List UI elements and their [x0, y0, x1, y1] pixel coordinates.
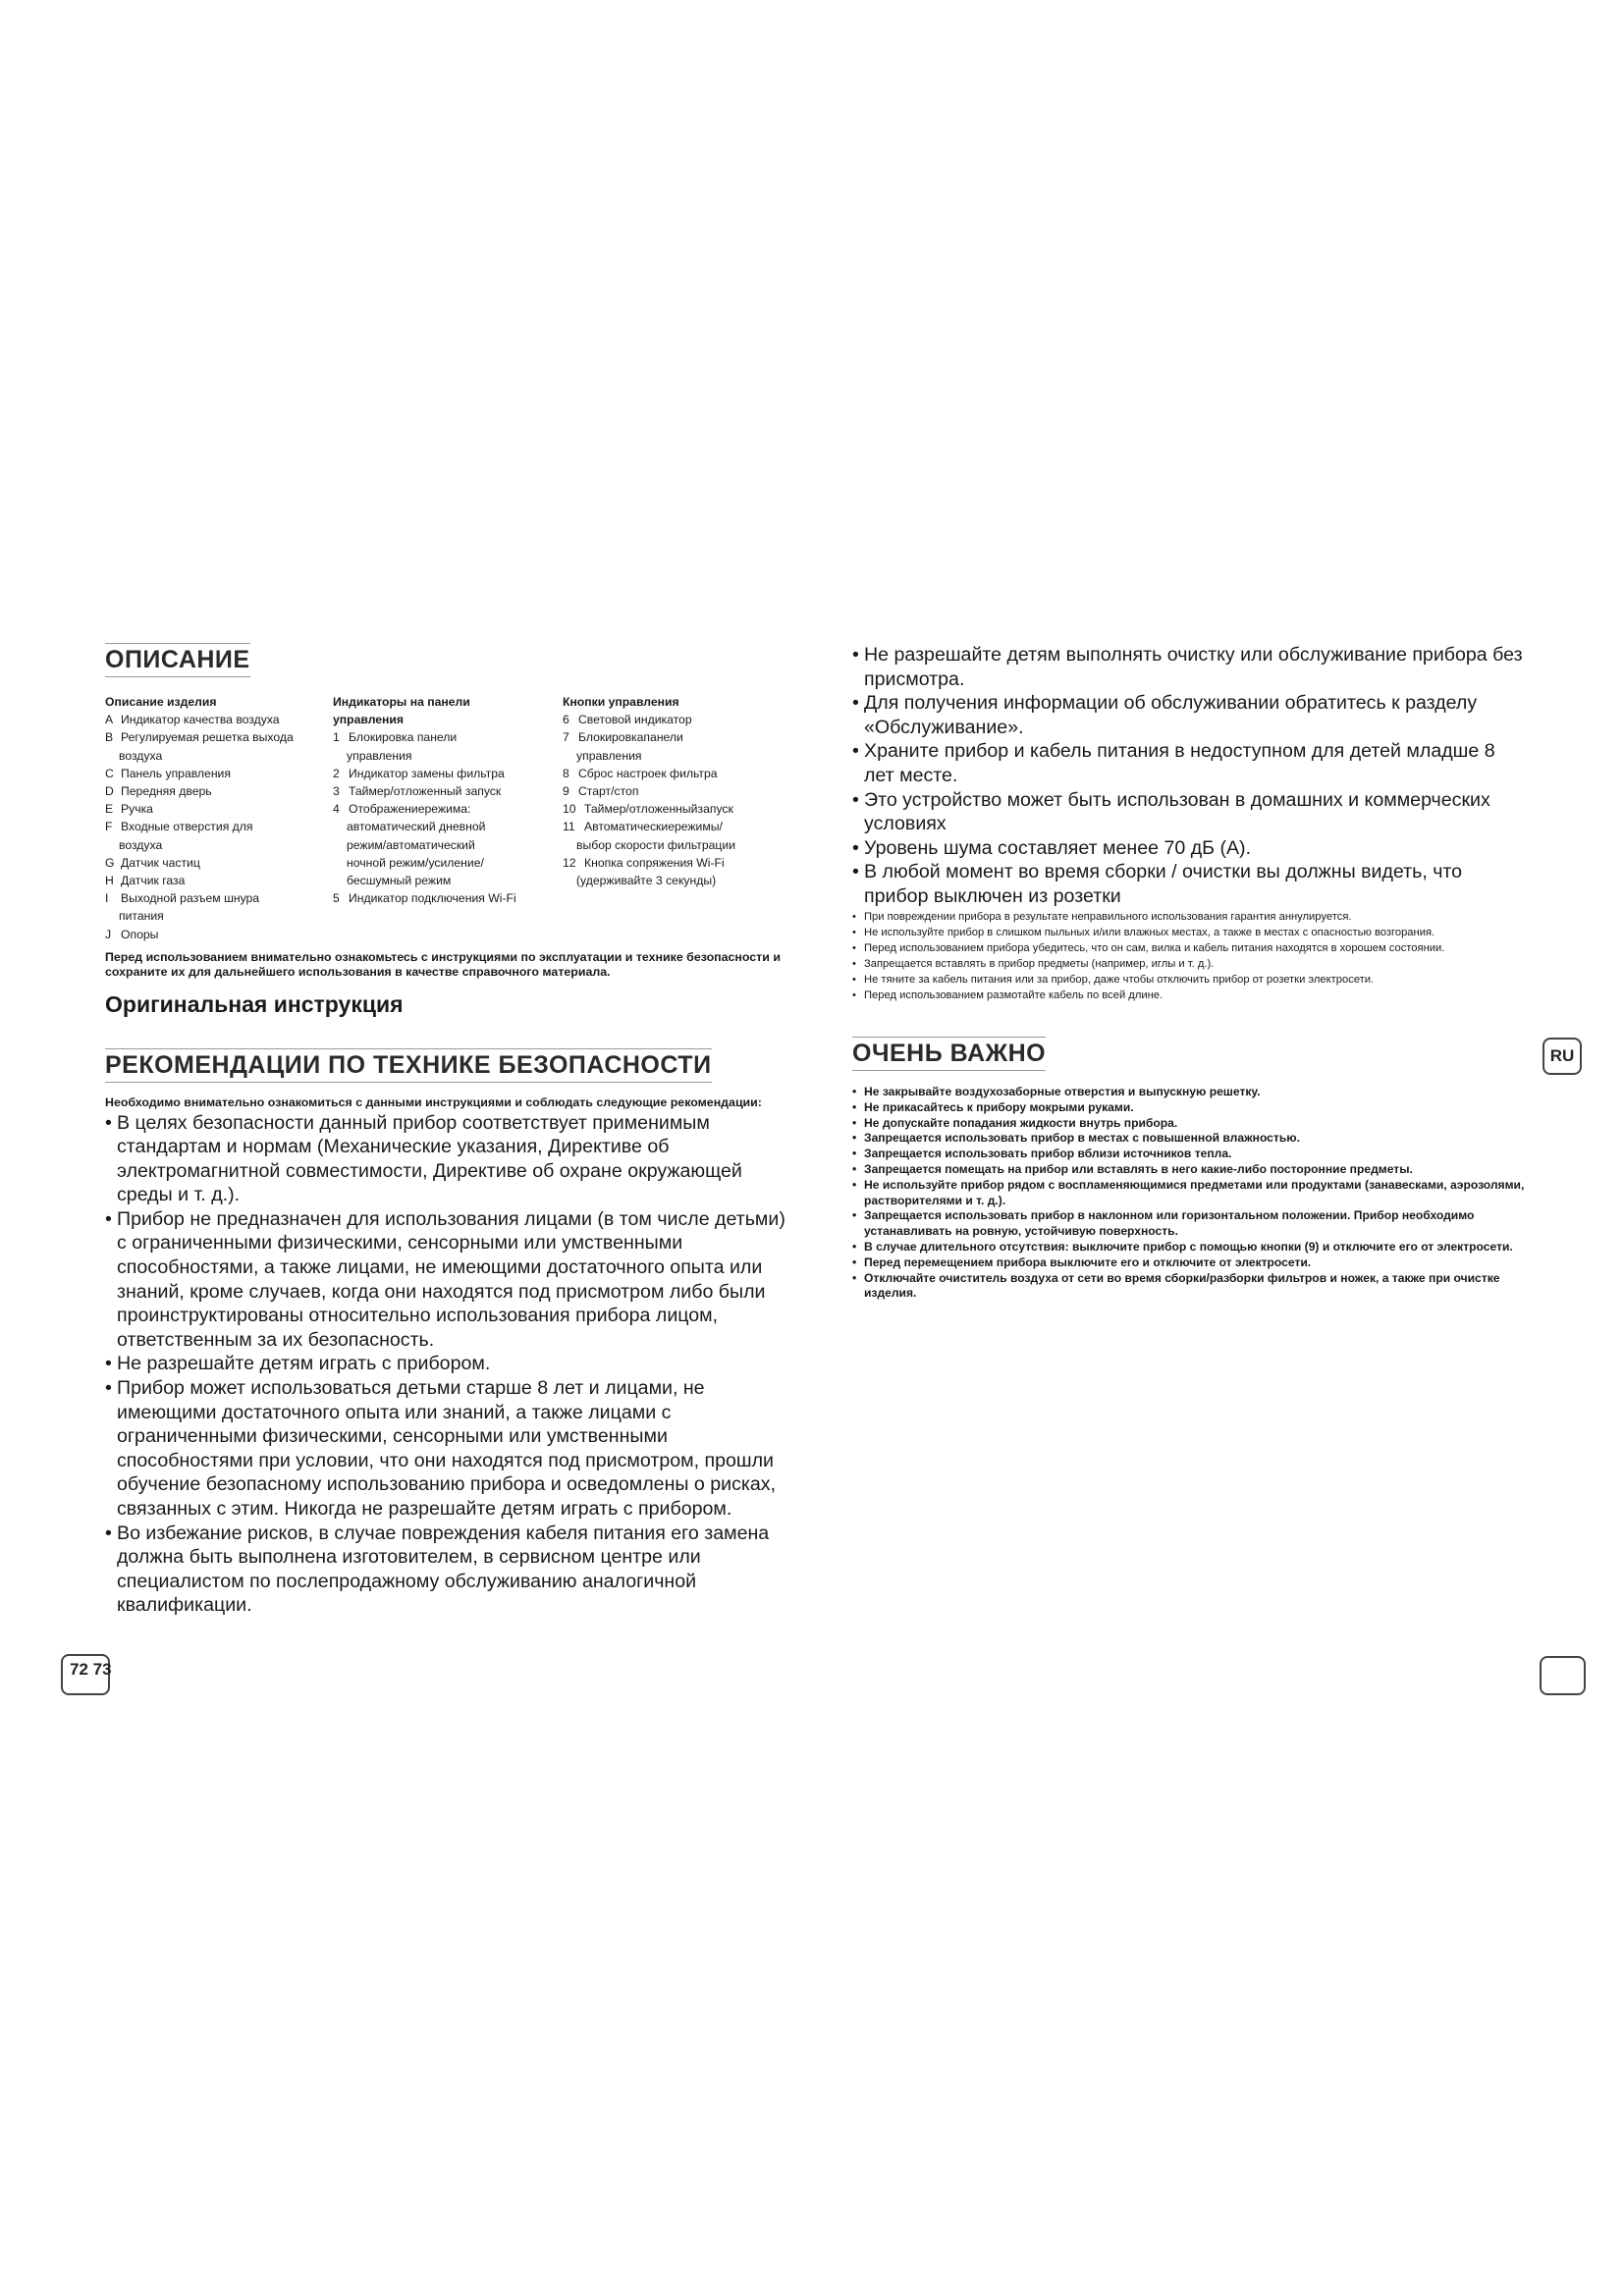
item-text: Старт/стоп	[578, 784, 639, 799]
description-item	[563, 782, 788, 800]
button-items	[563, 711, 788, 889]
item-key: H	[105, 874, 114, 888]
safety-item: • Не разрешайте детям играть с прибором.	[105, 1352, 785, 1376]
right-column	[852, 643, 1530, 1302]
indicator-items	[333, 728, 561, 907]
description-item	[105, 747, 333, 765]
description-item	[105, 818, 333, 835]
safety-item: • Прибор не предназначен для использования лицами (в том числе детьми) с ограниченными физическими, сенсорными или умственными способностями, а также лицами, не имеющими достаточного опыта или знаний, кроме случаев, когда они находятся под присмотром либо были проинструктированы относительно использования прибора лицом, ответственным за их безопасность.	[105, 1207, 785, 1353]
item-text: Сброс настроек фильтра	[578, 766, 718, 780]
important-item: • Запрещается использовать прибор в местах с повышенной влажностью.	[852, 1131, 1530, 1147]
item-key: B	[105, 730, 114, 745]
right-small-list	[852, 909, 1530, 1004]
description-item	[105, 728, 333, 746]
item-text: питания	[119, 909, 164, 924]
item-key: 11	[563, 820, 575, 834]
description-item	[105, 765, 333, 782]
important-item: • Не используйте прибор рядом с воспламеняющимися предметами или продуктами (занавесками, аэрозолями, растворителями и т. д.).	[852, 1178, 1530, 1209]
description-item	[563, 728, 788, 746]
important-item: • Перед перемещением прибора выключите его и отключите от электросети.	[852, 1255, 1530, 1271]
page-numbers: 72 73	[70, 1660, 112, 1679]
description-item	[563, 747, 788, 765]
item-text: Таймер/отложенныйзапуск	[584, 802, 733, 817]
item-text: Таймер/отложенный запуск	[349, 784, 502, 799]
item-text: Блокировкапанели	[578, 730, 683, 745]
product-description-column	[105, 693, 333, 943]
description-grid	[105, 693, 785, 950]
item-text: Регулируемая решетка выхода	[121, 730, 294, 745]
important-item: • Не прикасайтесь к прибору мокрыми руками.	[852, 1100, 1530, 1116]
item-text: Передняя дверь	[121, 784, 212, 799]
item-key: E	[105, 802, 114, 817]
page-number-box-right	[1540, 1656, 1586, 1695]
safety-item: • В целях безопасности данный прибор соответствует применимым стандартам и нормам (Механические указания, Директиве об электромагнитной совместимости, Директиве об охране окружающей среды и т. д.).	[105, 1111, 785, 1207]
item-key: I	[105, 891, 109, 906]
description-item	[105, 800, 333, 818]
item-text: Датчик частиц	[121, 855, 200, 870]
important-item: • Запрещается помещать на прибор или вставлять в него какие-либо посторонние предметы.	[852, 1162, 1530, 1178]
item-text: воздуха	[119, 837, 163, 852]
important-title: ОЧЕНЬ ВАЖНО	[852, 1037, 1046, 1071]
description-item	[563, 800, 788, 818]
important-item: • В случае длительного отсутствия: выключите прибор с помощью кнопки (9) и отключите его от электросети.	[852, 1240, 1530, 1255]
item-key: 1	[333, 730, 340, 745]
description-item	[333, 800, 561, 818]
safety-list	[105, 1111, 785, 1618]
safety-item: • Во избежание рисков, в случае повреждения кабеля питания его замена должна быть выполнена изготовителем, в сервисном центре или специалистом по послепродажному обслуживанию аналогичной квалификации.	[105, 1522, 785, 1618]
important-list	[852, 1085, 1530, 1302]
item-key: C	[105, 766, 114, 780]
item-text: Отображениережима:	[349, 802, 471, 817]
item-text: воздуха	[119, 748, 163, 763]
item-text: Световой индикатор	[578, 713, 692, 727]
item-key: G	[105, 855, 115, 870]
description-item	[333, 836, 561, 854]
item-key: 12	[563, 855, 576, 870]
item-key: 5	[333, 891, 340, 906]
description-item	[563, 765, 788, 782]
item-key: F	[105, 820, 113, 834]
warning-item: • При повреждении прибора в результате неправильного использования гарантия аннулируется.	[852, 909, 1530, 925]
usage-note: Перед использованием внимательно ознакомьтесь с инструкциями по эксплуатации и технике безопасности и сохраните их для дальнейшего использования в качестве справочного материала.	[105, 950, 781, 979]
important-item: • Запрещается использовать прибор вблизи источников тепла.	[852, 1147, 1530, 1162]
original-instruction-heading: Оригинальная инструкция	[105, 991, 404, 1017]
description-item	[105, 872, 333, 889]
product-items	[105, 711, 333, 943]
item-text: (удерживайте 3 секунды)	[576, 874, 717, 888]
description-item	[563, 711, 788, 728]
indicators-column	[333, 693, 561, 907]
warning-item: • Перед использованием прибора убедитесь, что он сам, вилка и кабель питания находятся в хорошем состоянии.	[852, 940, 1530, 956]
item-text: бесшумный режим	[347, 874, 452, 888]
buttons-column	[563, 693, 788, 889]
description-item	[333, 872, 561, 889]
warning-item: • Не используйте прибор в слишком пыльных и/или влажных местах, а также в местах с опасностью возгорания.	[852, 925, 1530, 940]
item-key: 8	[563, 766, 569, 780]
item-key: 4	[333, 802, 340, 817]
description-item	[333, 818, 561, 835]
item-text: Выходной разъем шнура	[121, 891, 260, 906]
item-key: 3	[333, 784, 340, 799]
description-item	[105, 782, 333, 800]
description-item	[563, 872, 788, 889]
item-text: Датчик газа	[121, 874, 186, 888]
buttons-heading: Кнопки управления	[563, 695, 679, 709]
description-title: ОПИСАНИЕ	[105, 643, 250, 677]
item-text: режим/автоматический	[347, 837, 475, 852]
safety-item: • Уровень шума составляет менее 70 дБ (А).	[852, 836, 1530, 861]
description-item	[333, 728, 561, 746]
item-text: Индикатор замены фильтра	[349, 766, 505, 780]
description-item	[105, 854, 333, 872]
description-item	[333, 765, 561, 782]
safety-item: • Это устройство может быть использован в домашних и коммерческих условиях	[852, 788, 1530, 836]
item-text: Индикатор качества воздуха	[121, 713, 280, 727]
important-item: • Не допускайте попадания жидкости внутрь прибора.	[852, 1116, 1530, 1132]
product-description-heading: Описание изделия	[105, 695, 217, 709]
item-text: Входные отверстия для	[121, 820, 253, 834]
item-text: Панель управления	[121, 766, 231, 780]
description-item	[105, 889, 333, 907]
indicators-heading-line1: Индикаторы на панели	[333, 695, 470, 709]
warning-item: • Перед использованием размотайте кабель по всей длине.	[852, 988, 1530, 1003]
description-item	[333, 889, 561, 907]
item-text: Автоматическиережимы/	[584, 820, 723, 834]
description-item	[105, 711, 333, 728]
item-text: ночной режим/усиление/	[347, 855, 484, 870]
item-key: J	[105, 927, 112, 941]
important-item: • Запрещается использовать прибор в наклонном или горизонтальном положении. Прибор необходимо устанавливать на ровную, устойчивую поверхность.	[852, 1208, 1530, 1240]
right-big-list	[852, 643, 1530, 909]
description-item	[333, 747, 561, 765]
item-text: выбор скорости фильтрации	[576, 837, 736, 852]
description-item	[563, 818, 788, 835]
item-text: автоматический дневной	[347, 820, 486, 834]
item-key: A	[105, 713, 114, 727]
item-text: управления	[576, 748, 642, 763]
item-text: Индикатор подключения Wi-Fi	[349, 891, 516, 906]
item-key: 6	[563, 713, 569, 727]
warning-item: • Не тяните за кабель питания или за прибор, даже чтобы отключить прибор от розетки электросети.	[852, 972, 1530, 988]
item-key: 10	[563, 802, 576, 817]
safety-item: • В любой момент во время сборки / очистки вы должны видеть, что прибор выключен из розетки	[852, 860, 1530, 908]
item-key: 7	[563, 730, 569, 745]
safety-item: • Для получения информации об обслуживании обратитесь к разделу «Обслуживание».	[852, 691, 1530, 739]
item-key: D	[105, 784, 114, 799]
description-item	[105, 926, 333, 943]
item-text: Блокировка панели	[349, 730, 458, 745]
item-text: Кнопка сопряжения Wi-Fi	[584, 855, 725, 870]
item-text: Опоры	[121, 927, 159, 941]
important-item: • Не закрывайте воздухозаборные отверстия и выпускную решетку.	[852, 1085, 1530, 1100]
item-key: 9	[563, 784, 569, 799]
safety-title: РЕКОМЕНДАЦИИ ПО ТЕХНИКЕ БЕЗОПАСНОСТИ	[105, 1048, 712, 1083]
indicators-heading-line2: управления	[333, 713, 405, 727]
description-item	[563, 854, 788, 872]
description-item	[105, 907, 333, 925]
item-text: управления	[347, 748, 412, 763]
item-key: 2	[333, 766, 340, 780]
indicators-heading	[333, 693, 561, 728]
warning-item: • Запрещается вставлять в прибор предметы (например, иглы и т. д.).	[852, 956, 1530, 972]
description-item	[333, 782, 561, 800]
safety-item: • Прибор может использоваться детьми старше 8 лет и лицами, не имеющими достаточного опыта или знаний, а также лицами с ограниченными физическими, сенсорными или умственными способностями при условии, что они находятся под присмотром, прошли обучение безопасному использованию прибора и осведомлены о рисках, связанных с этим. Никогда не разрешайте детям играть с прибором.	[105, 1376, 785, 1522]
description-item	[333, 854, 561, 872]
language-badge: RU	[1543, 1038, 1582, 1075]
left-column	[105, 643, 785, 1618]
safety-item: • Храните прибор и кабель питания в недоступном для детей младше 8 лет месте.	[852, 739, 1530, 787]
safety-item: • Не разрешайте детям выполнять очистку или обслуживание прибора без присмотра.	[852, 643, 1530, 691]
description-item	[563, 836, 788, 854]
safety-intro: Необходимо внимательно ознакомиться с данными инструкциями и соблюдать следующие рекомендации:	[105, 1095, 762, 1109]
description-item	[105, 836, 333, 854]
item-text: Ручка	[121, 802, 153, 817]
important-item: • Отключайте очиститель воздуха от сети во время сборки/разборки фильтров и ножек, а также при очистке изделия.	[852, 1271, 1530, 1303]
